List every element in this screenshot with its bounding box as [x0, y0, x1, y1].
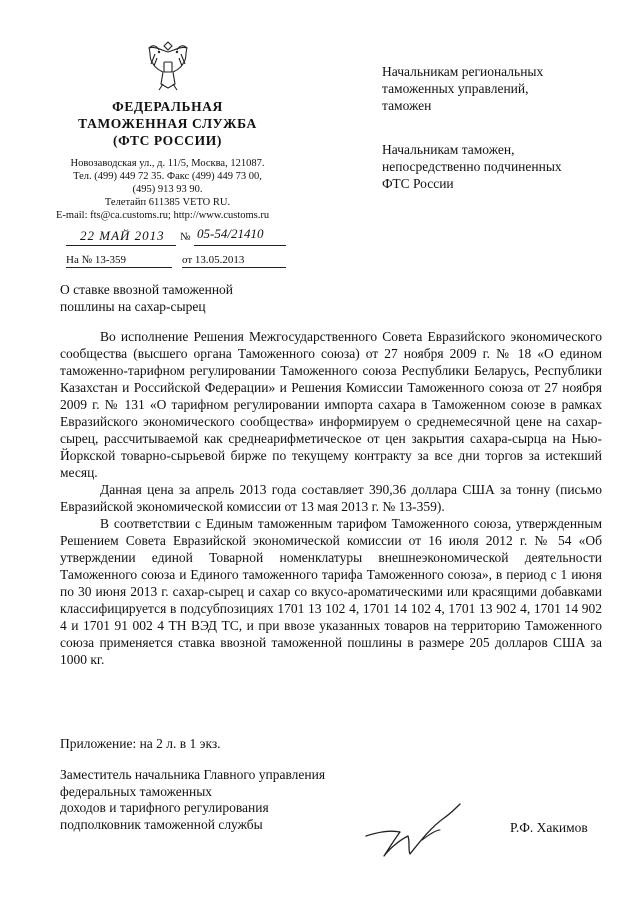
- recipient-line: непосредственно подчиненных: [382, 159, 562, 174]
- recipient-line: Начальникам таможен,: [382, 142, 515, 157]
- reference-number: На № 13-359: [66, 254, 126, 266]
- recipient-group-2: [382, 141, 622, 192]
- letter-subject: [60, 281, 300, 315]
- recipient-group-1: [382, 63, 622, 114]
- org-name-line3: (ФТС РОССИИ): [113, 133, 222, 148]
- signer-position: [60, 767, 390, 833]
- subject-line: пошлины на сахар-сырец: [60, 299, 206, 314]
- signer-name: Р.Ф. Хакимов: [510, 820, 588, 835]
- body-paragraph-1: Во исполнение Решения Межгосударственного Совета Евразийского экономического сообщества (высшего органа Таможенного союза) от 27 ноября 2009 г. № 18 «О едином таможенно-тарифном регулировании Таможенного союза Республики Беларусь, Республики Казахстан и Российской Федерации» и Решения Комиссии Таможенного союза от 27 ноября 2009 г. № 131 «О тарифном регулировании импорта сахара в Таможенном союзе в рамках Евразийского экономического сообщества» информируем о среднемесячной цене на сахар-сырец, рассчитываемой как среднеарифметическое от цен закрытия сахара-сырца на Нью-Йоркской товарно-сырьевой бирже по текущему контракту за все дни торгов за истекший месяц.: [60, 329, 602, 480]
- recipient-line: таможенных управлений,: [382, 81, 529, 96]
- recipient-line: Начальникам региональных: [382, 64, 544, 79]
- registration-date-underline: [66, 245, 176, 246]
- address-line4: Телетайп 611385 VETO RU.: [104, 197, 231, 208]
- registration-number-underline: [194, 245, 286, 246]
- address-line1: Новозаводская ул., д. 11/5, Москва, 121087.: [70, 158, 265, 169]
- recipient-line: таможен: [382, 98, 432, 113]
- registration-number-label: №: [180, 231, 191, 243]
- handwritten-signature-icon: [360, 800, 470, 862]
- signer-position-line: Заместитель начальника Главного управления: [60, 767, 326, 782]
- signer-position-line: подполковник таможенной службы: [60, 816, 263, 832]
- attachment-note: Приложение: на 2 л. в 1 экз.: [60, 736, 221, 751]
- contact-email-line: E-mail: fts@ca.customs.ru; http://www.customs.ru: [56, 210, 270, 221]
- coat-of-arms-emblem-icon: [143, 40, 193, 92]
- org-name-line2: ТАМОЖЕННАЯ СЛУЖБА: [78, 116, 257, 131]
- recipient-line: ФТС России: [382, 176, 454, 191]
- org-name-line1: ФЕДЕРАЛЬНАЯ: [112, 99, 223, 114]
- subject-line: О ставке ввозной таможенной: [60, 282, 234, 297]
- address-line3: (495) 913 93 90.: [132, 184, 203, 195]
- registration-number: 05-54/21410: [197, 226, 264, 241]
- letter-body: [60, 328, 602, 668]
- signer-position-line: доходов и тарифного регулирования: [60, 800, 269, 815]
- reference-number-underline: [66, 267, 172, 268]
- reference-date-underline: [182, 267, 286, 268]
- signer-position-line: федеральных таможенных: [60, 783, 213, 799]
- body-paragraph-2: Данная цена за апрель 2013 года составляет 390,36 доллара США за тонну (письмо Евразийской экономической комиссии от 13 мая 2013 г. № 13-359).: [60, 482, 602, 514]
- reference-date: от 13.05.2013: [182, 254, 245, 266]
- address-line2: Тел. (499) 449 72 35. Факс (499) 449 73 00,: [73, 171, 262, 182]
- registration-date: 22 МАЙ 2013: [80, 228, 165, 243]
- body-paragraph-3: В соответствии с Единым таможенным тарифом Таможенного союза, утвержденным Решением Совета Евразийской экономической комиссии от 16 июля 2012 г. № 54 «Об утверждении единой Товарной номенклатуры внешнеэкономической деятельности Таможенного союза и Единого таможенного тарифа Таможенного союза», в период с 1 июня по 30 июня 2013 г. сахар-сырец и сахар со вкусо-ароматическими или красящими добавками классифицируется в подсубпозициях 1701 13 102 4, 1701 14 102 4, 1701 13 902 4, 1701 14 902 4 и 1701 91 002 4 ТН ВЭД ТС, и при ввозе указанных товаров на территорию Таможенного союза применяется ставка ввозной таможенной пошлины в размере 205 долларов США за 1000 кг.: [60, 516, 602, 667]
